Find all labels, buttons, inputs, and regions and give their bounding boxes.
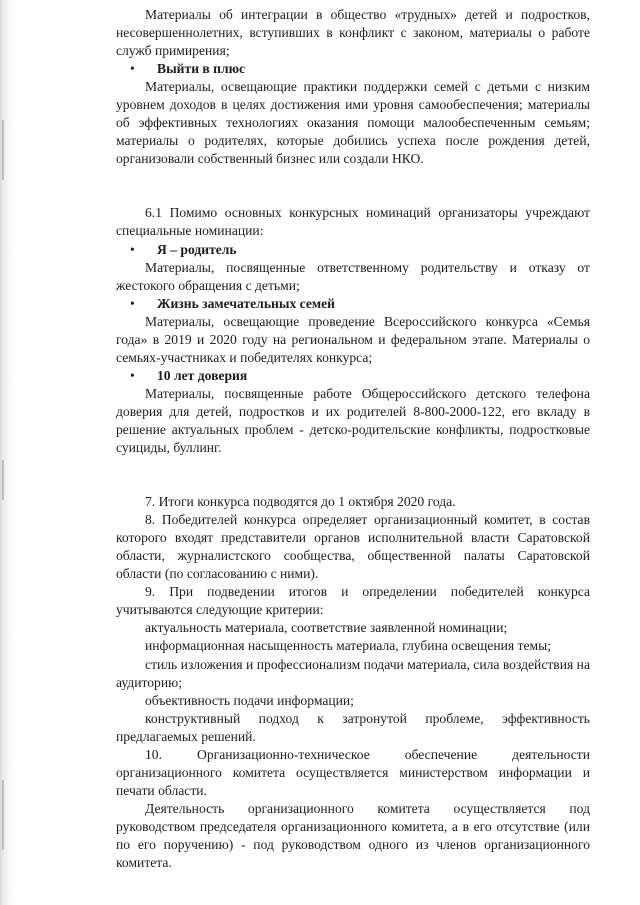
criterion-item: стиль изложения и профессионализм подачи материала, сила воздействия на аудиторию;	[116, 656, 590, 690]
special-trust-text: Материалы, посвященные работе Общероссийского детского телефона доверия для детей, подростков и их родителей 8-800-2000-122, его вкладу в решение актуальных проблем - детско-родительские конфликты, подростковые суициды, буллинг.	[116, 385, 590, 456]
nomination-plus-heading	[116, 60, 590, 78]
bullet-icon: •	[130, 241, 135, 257]
nomination-plus-title: Выйти в плюс	[157, 61, 246, 77]
paragraph-integration: Материалы об интеграции в общество «трудных» детей и подростков, несовершеннолетних, вступивших в конфликт с законом, материалы о работе служб примирения;	[116, 7, 590, 59]
special-trust-heading	[116, 367, 590, 385]
special-family-title: Жизнь замечательных семей	[157, 295, 336, 311]
criterion-item: конструктивный подход к затронутой проблеме, эффективность предлагаемых решений.	[116, 710, 590, 744]
criterion-item: актуальность материала, соответствие заявленной номинации;	[145, 620, 508, 636]
closing-paragraph: Деятельность организационного комитета осуществляется под руководством председателя организационного комитета, а в его отсутствие (или по его поручению) - под руководством одного из членов организационного комитета.	[116, 800, 590, 871]
special-family-text: Материалы, освещающие проведение Всероссийского конкурса «Семья года» в 2019 и 2020 году на региональном и федеральном этапе. Материалы о семьях-участниках и победителях конкурса;	[116, 313, 590, 365]
special-family-heading	[116, 295, 590, 313]
bullet-icon: •	[130, 295, 135, 311]
special-trust-title: 10 лет доверия	[157, 367, 248, 383]
clause-8: 8. Победителей конкурса определяет организационный комитет, в состав которого входят представители органов исполнительной власти Саратовской области, журналистского сообщества, общественной палаты Саратовской области (по согласованию с ними).	[116, 512, 590, 582]
document-page	[116, 6, 590, 872]
nomination-plus-text: Материалы, освещающие практики поддержки семей с детьми с низким уровнем доходов в целях достижения ими уровня самообеспечения; материалы об эффективных технологиях оказания помощи малообеспеченным семьям; материалы о родителях, которые добились успеха после рождения детей, организовали собственный бизнес или создали НКО.	[116, 79, 590, 167]
special-parent-heading	[116, 241, 590, 259]
special-parent-title: Я – родитель	[157, 241, 237, 257]
clause-6-1: 6.1 Помимо основных конкурсных номинаций организаторы учреждают специальные номинации:	[116, 205, 590, 239]
scan-edge-mark	[2, 780, 4, 850]
special-parent-text: Материалы, посвященные ответственному родительству и отказу от жестокого обращения с детьми;	[116, 259, 590, 293]
criterion-item: информационная насыщенность материала, глубина освещения темы;	[145, 638, 552, 654]
bullet-icon: •	[130, 367, 135, 383]
scan-edge-mark	[2, 120, 4, 180]
bullet-icon: •	[130, 61, 135, 77]
criterion-item: объективность подачи информации;	[145, 692, 354, 708]
clause-7: 7. Итоги конкурса подводятся до 1 октября 2020 года.	[145, 494, 456, 510]
clause-10: 10. Организационно-техническое обеспечение деятельности организационного комитета осуществляется министерством информации и печати области.	[116, 746, 590, 798]
clause-9: 9. При подведении итогов и определении победителей конкурса учитываются следующие критерии:	[116, 584, 590, 618]
scan-edge-mark	[2, 460, 4, 500]
